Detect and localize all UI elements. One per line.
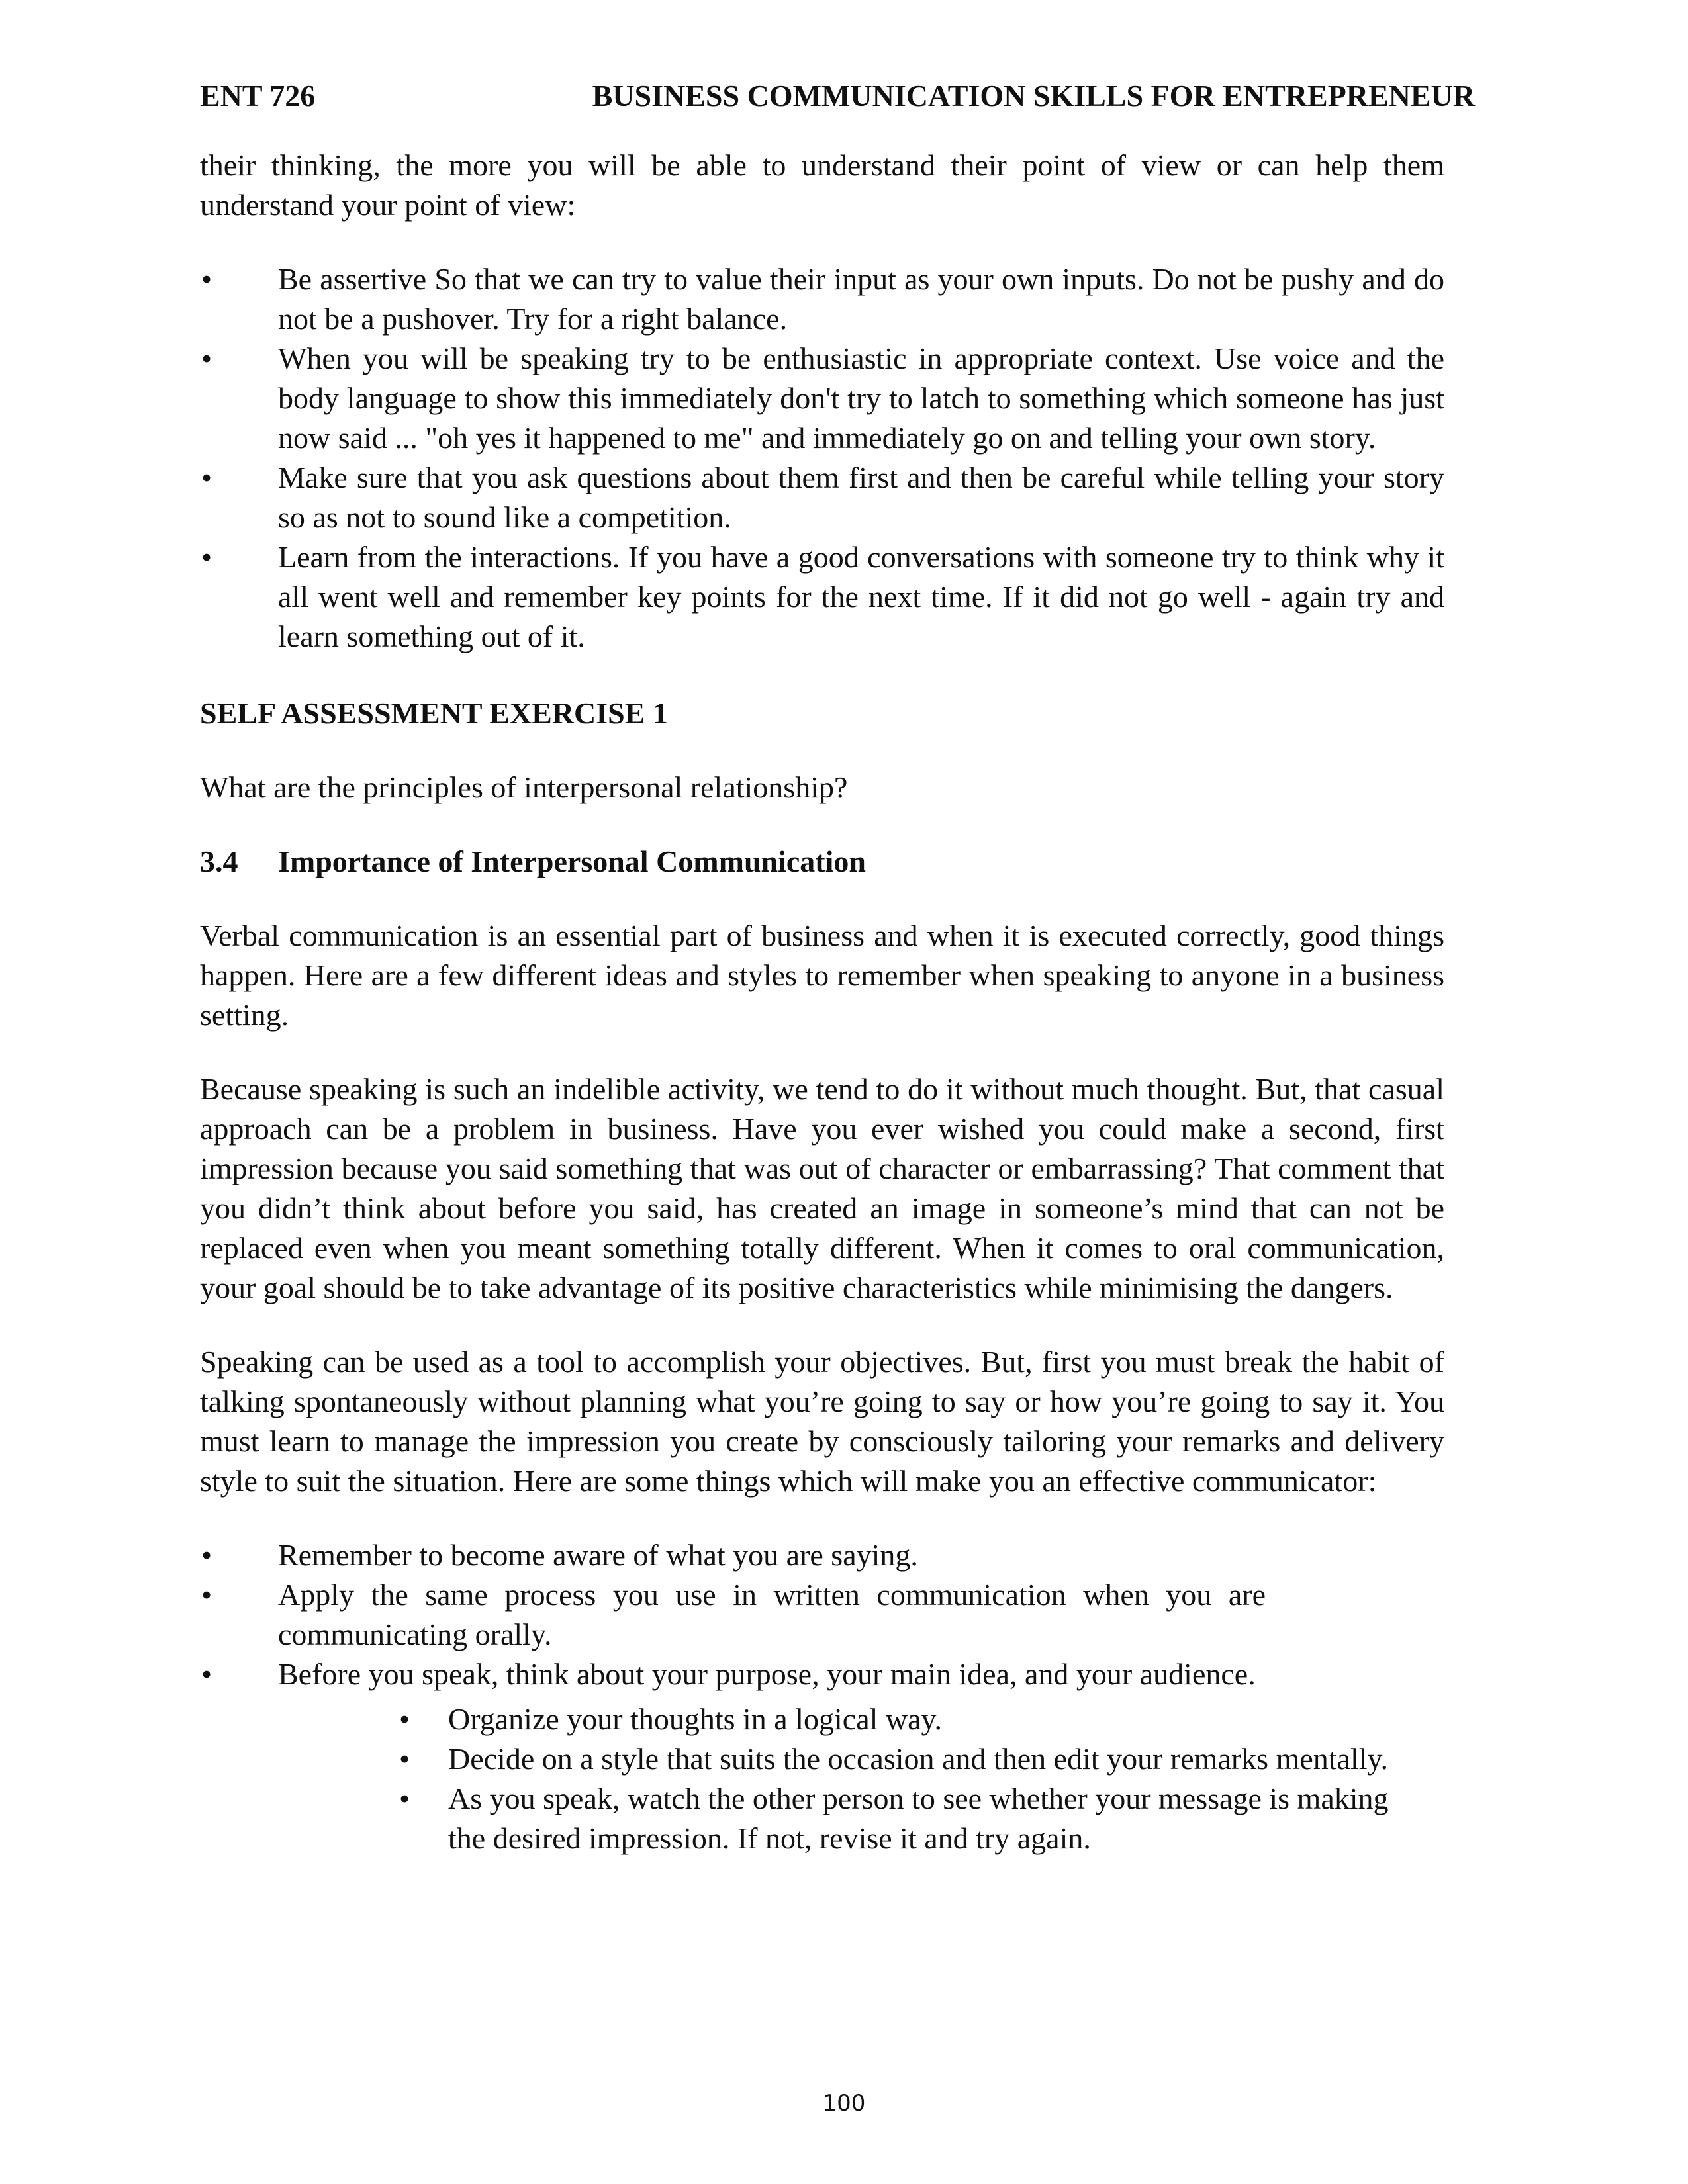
bullet-icon: • [201, 1578, 212, 1612]
list-item-text: As you speak, watch the other person to see whether your message is making the desired impression. If not, revise it and try again. [448, 1782, 1389, 1855]
section-title: Importance of Interpersonal Communication [278, 844, 866, 878]
page-header [200, 78, 1475, 118]
bullet-icon: • [399, 1782, 410, 1815]
course-code: ENT 726 [200, 79, 316, 113]
list-item [200, 259, 1444, 339]
list-item [200, 339, 1444, 458]
bullet-icon: • [399, 1702, 410, 1736]
list-item-text: Decide on a style that suits the occasion and then edit your remarks mentally. [448, 1742, 1389, 1776]
tips-list [200, 259, 1444, 657]
list-item-text: Before you speak, think about your purpose, your main idea, and your audience. [278, 1657, 1256, 1691]
section-paragraph: Speaking can be used as a tool to accomplish your objectives. But, first you must break the habit of talking spontaneously without planning what you’re going to say or how you’re going to say it. You must learn to manage the impression you create by consciously tailoring your remarks and delivery style to suit the situation. Here are some things which will make you an effective communicator: [200, 1345, 1444, 1498]
section-heading [200, 842, 1444, 882]
bullet-icon: • [201, 1657, 212, 1691]
list-item-text: When you will be speaking try to be enthusiastic in appropriate context. Use voice and the body language to show this immediately don't try to latch to something which someone has just now said ... "oh yes it happened to me" and immediately go on and telling your own story. [278, 341, 1444, 455]
bullet-icon: • [399, 1742, 410, 1776]
exercise-heading: SELF ASSESSMENT EXERCISE 1 [200, 696, 668, 730]
list-item [200, 1655, 1444, 1694]
list-item [200, 537, 1444, 657]
bullet-icon: • [201, 1538, 212, 1572]
section-paragraph: Verbal communication is an essential part of business and when it is executed correctly, good things happen. Here are a few different ideas and styles to remember when speaking to anyone in a business setting. [200, 919, 1444, 1032]
list-item-text: Organize your thoughts in a logical way. [448, 1702, 943, 1736]
section-number: 3.4 [200, 844, 238, 878]
list-item-text: Learn from the interactions. If you have a good conversations with someone try to think why it all went well and remember key points for the next time. If it did not go well - again try and learn something out of it. [278, 540, 1444, 653]
list-item [200, 1535, 1444, 1575]
list-item-text: Remember to become aware of what you are saying. [278, 1538, 918, 1572]
page-body [200, 146, 1444, 1858]
list-item [399, 1700, 1395, 1739]
intro-paragraph: their thinking, the more you will be able to understand their point of view or can help them understand your point of view: [200, 148, 1444, 222]
sub-points-list [200, 1700, 1395, 1858]
bullet-icon: • [201, 262, 212, 296]
list-item-text: Apply the same process you use in written communication when you are communicating orally. [278, 1578, 1266, 1651]
course-title: BUSINESS COMMUNICATION SKILLS FOR ENTREPRENEUR [592, 79, 1475, 113]
bullet-icon: • [201, 341, 212, 375]
page-number: 100 [822, 2090, 866, 2116]
section-paragraph: Because speaking is such an indelible activity, we tend to do it without much thought. But, that casual approach can be a problem in business. Have you ever wished you could make a second, first impression because you said something that was out of character or embarrassing? That comment that you didn’t think about before you said, has created an image in someone’s mind that can not be replaced even when you meant something totally different. When it comes to oral communication, your goal should be to take advantage of its positive characteristics while minimising the dangers. [200, 1072, 1444, 1304]
list-item-text: Be assertive So that we can try to value their input as your own inputs. Do not be pushy and do not be a pushover. Try for a right balance. [278, 262, 1444, 336]
list-item-text: Make sure that you ask questions about them first and then be careful while telling your story so as not to sound like a competition. [278, 461, 1444, 534]
bullet-icon: • [201, 461, 212, 494]
list-item [399, 1739, 1395, 1779]
list-item [200, 458, 1444, 537]
list-item [399, 1779, 1395, 1858]
bullet-icon: • [201, 540, 212, 574]
list-item [200, 1575, 1444, 1655]
points-list [200, 1535, 1444, 1694]
exercise-question: What are the principles of interpersonal relationship? [200, 770, 848, 804]
